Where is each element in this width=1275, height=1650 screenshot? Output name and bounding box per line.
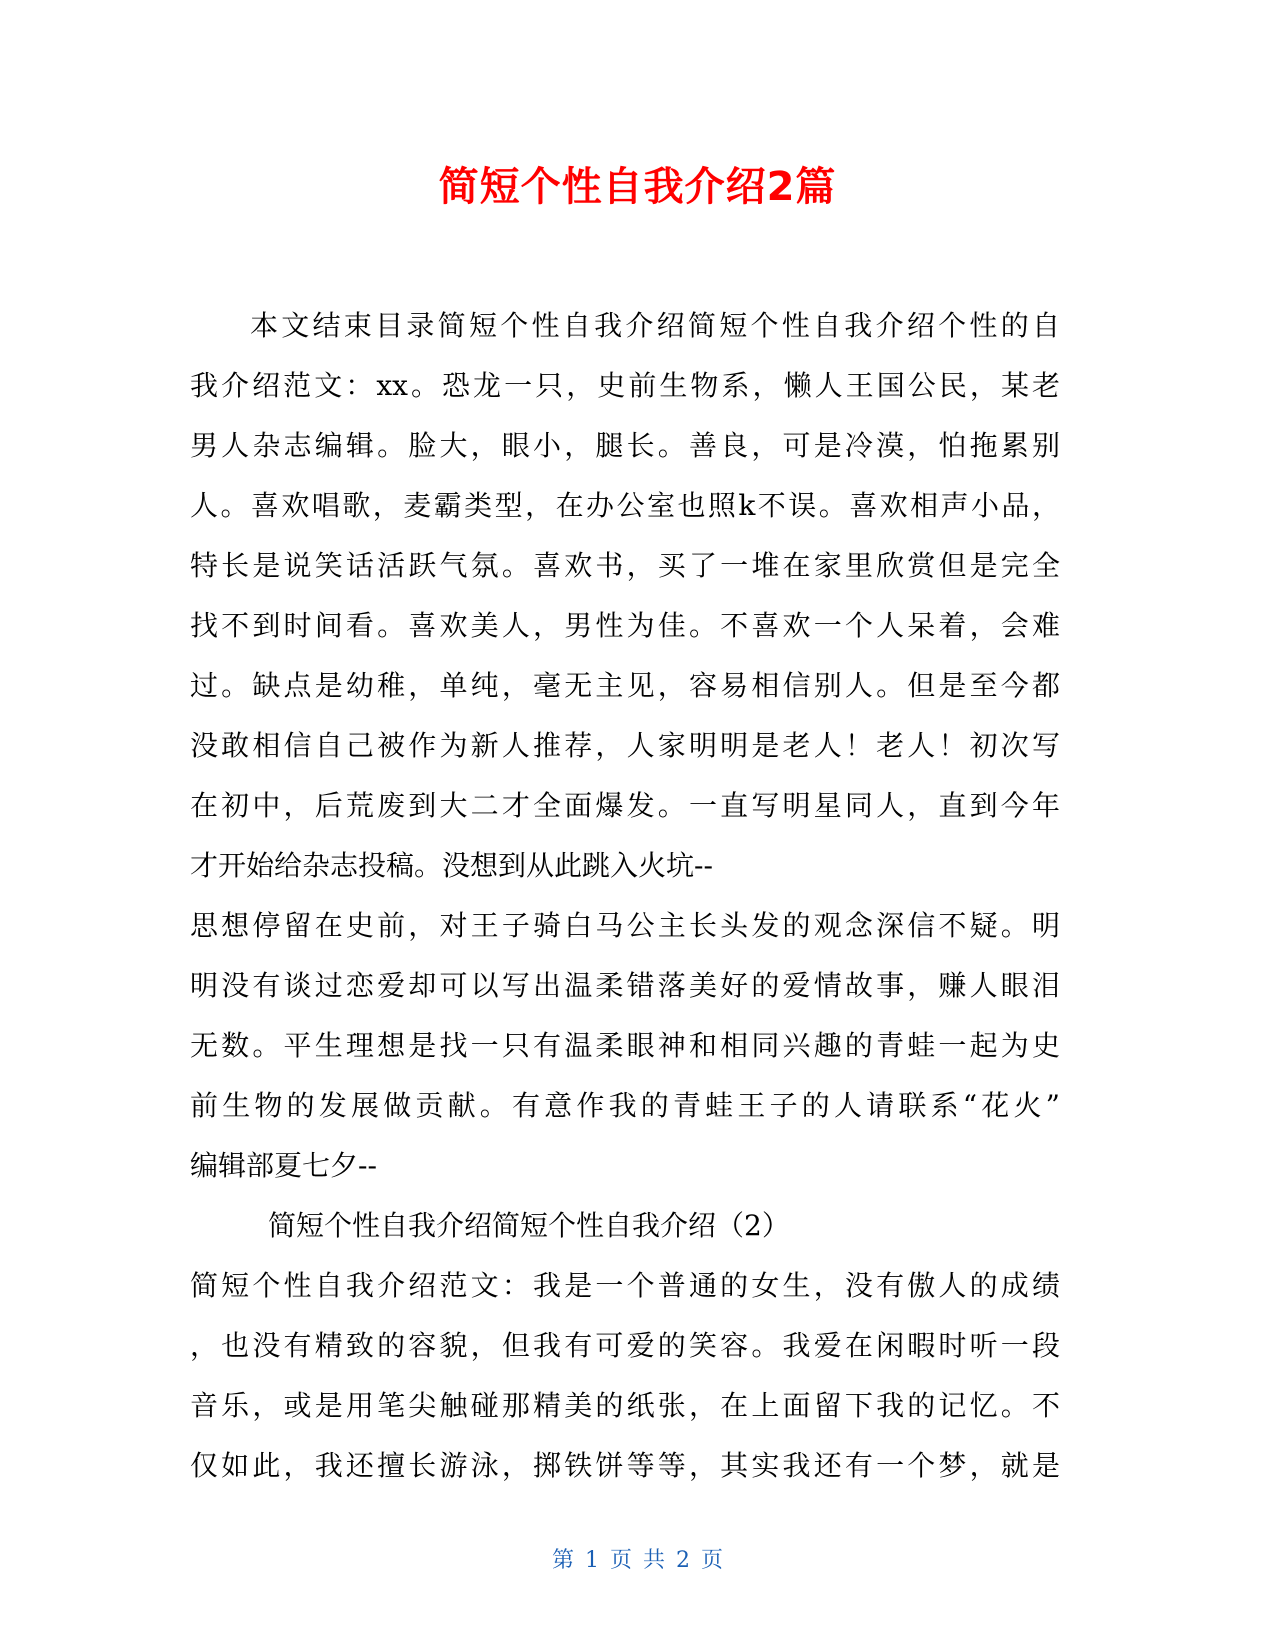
document-title: 简短个性自我介绍2篇 (438, 164, 837, 210)
body-line: ，也没有精致的容貌，但我有可爱的笑容。我爱在闲暇时听一段 (190, 1329, 1060, 1362)
body-line: 仅如此，我还擅长游泳，掷铁饼等等，其实我还有一个梦，就是 (190, 1449, 1060, 1482)
section-heading: 简短个性自我介绍简短个性自我介绍（2） (268, 1209, 790, 1242)
body-line: 男人杂志编辑。脸大，眼小，腿长。善良，可是冷漠，怕拖累别 (190, 429, 1060, 462)
body-line: 明没有谈过恋爱却可以写出温柔错落美好的爱情故事，赚人眼泪 (190, 969, 1060, 1002)
document-body (190, 296, 1060, 1496)
body-line: 无数。平生理想是找一只有温柔眼神和相同兴趣的青蛙一起为史 (190, 1029, 1060, 1062)
body-line: 我介绍范文：xx。恐龙一只，史前生物系，懒人王国公民，某老 (190, 369, 1060, 402)
body-line: 音乐，或是用笔尖触碰那精美的纸张，在上面留下我的记忆。不 (190, 1389, 1060, 1422)
body-line: 没敢相信自己被作为新人推荐，人家明明是老人！老人！初次写 (190, 729, 1060, 762)
body-line: 简短个性自我介绍范文：我是一个普通的女生，没有傲人的成绩 (190, 1269, 1060, 1302)
body-line: 过。缺点是幼稚，单纯，毫无主见，容易相信别人。但是至今都 (190, 669, 1060, 702)
body-line: 特长是说笑话活跃气氛。喜欢书，买了一堆在家里欣赏但是完全 (190, 549, 1060, 582)
body-line: 才开始给杂志投稿。没想到从此跳入火坑-- (190, 849, 713, 882)
body-line: 前生物的发展做贡献。有意作我的青蛙王子的人请联系“花火” (190, 1089, 1060, 1122)
body-line: 编辑部夏七夕-- (190, 1149, 377, 1182)
body-line: 本文结束目录简短个性自我介绍简短个性自我介绍个性的自 (250, 309, 1060, 342)
body-line: 思想停留在史前，对王子骑白马公主长头发的观念深信不疑。明 (190, 909, 1060, 942)
page-footer: 第 1 页 共 2 页 (552, 1548, 723, 1573)
body-line: 在初中，后荒废到大二才全面爆发。一直写明星同人，直到今年 (190, 789, 1060, 822)
body-line: 找不到时间看。喜欢美人，男性为佳。不喜欢一个人呆着，会难 (190, 609, 1060, 642)
body-line: 人。喜欢唱歌，麦霸类型，在办公室也照k不误。喜欢相声小品， (190, 489, 1060, 522)
